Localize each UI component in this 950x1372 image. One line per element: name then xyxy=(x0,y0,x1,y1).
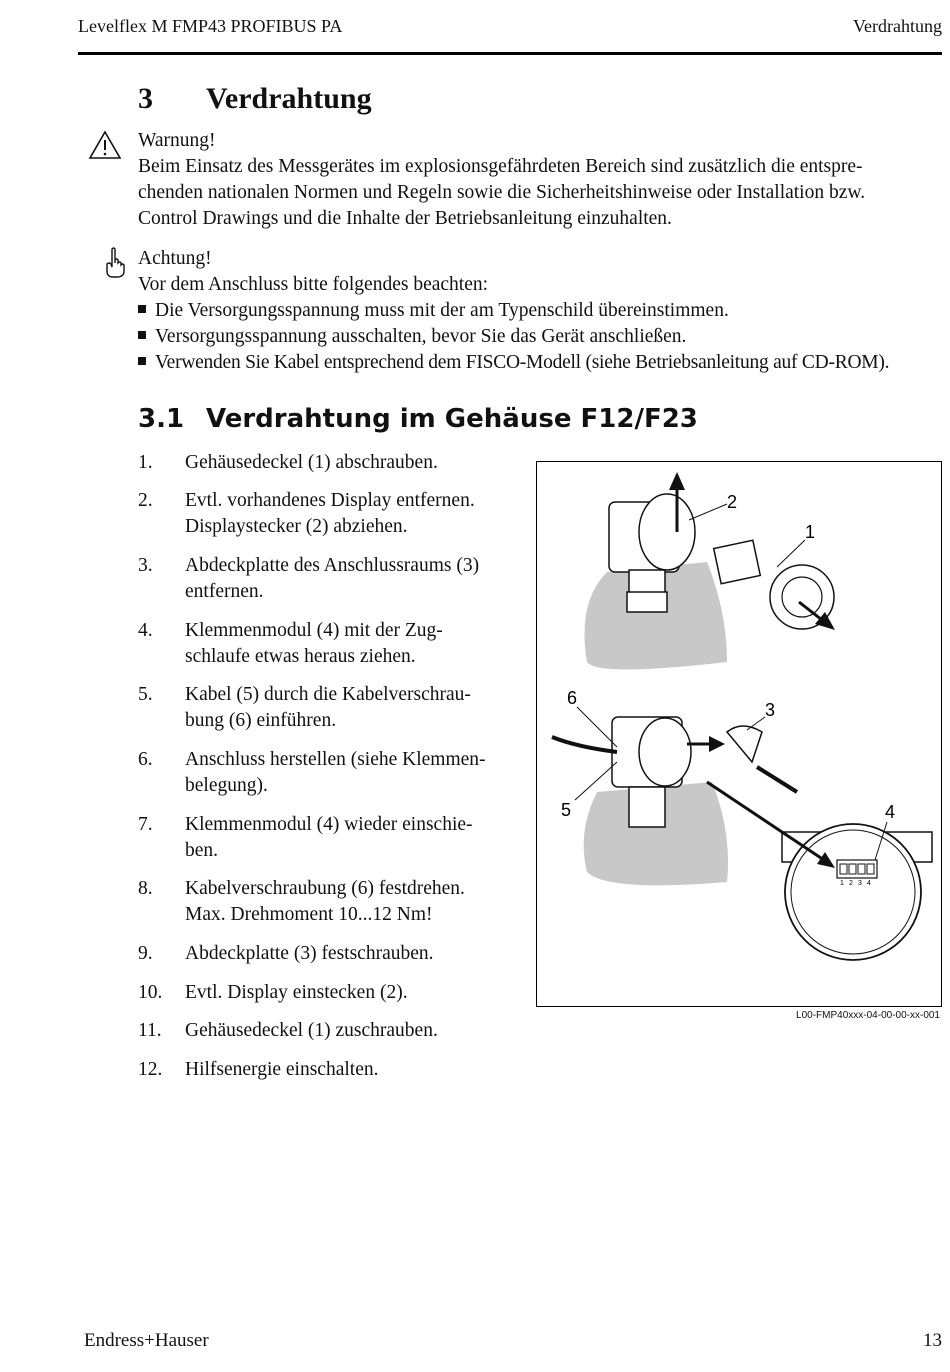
display-module xyxy=(714,540,761,584)
step-text: Kabel (5) durch die Kabelverschrau- bung (6) einführen. xyxy=(185,684,471,731)
step-text: Evtl. vorhandenes Display entfernen. Displaystecker (2) abziehen. xyxy=(185,490,475,537)
callout-label: 3 xyxy=(765,700,776,720)
terminal-number: 4 xyxy=(867,880,871,887)
callout-label: 2 xyxy=(727,492,738,512)
terminal-number: 3 xyxy=(858,880,862,887)
cable xyxy=(552,737,617,752)
lift-arrow-icon xyxy=(669,472,685,490)
insert-arrow-icon xyxy=(709,736,725,752)
page-number: 13 xyxy=(923,1330,942,1351)
warning-line-1: Beim Einsatz des Messgerätes im explosionsgefährdeten Bereich sind zusätzlich die entspre- xyxy=(138,156,863,177)
pointing-hand-icon xyxy=(104,247,126,279)
step-number: 10. xyxy=(138,982,163,1003)
section-number: 3.1 xyxy=(138,404,185,434)
step-number: 4. xyxy=(138,620,153,641)
callout-label: 1 xyxy=(805,522,816,542)
callout-label: 6 xyxy=(567,688,578,708)
cover-plate xyxy=(727,726,762,762)
terminal-number: 1 xyxy=(840,880,844,887)
screwdriver xyxy=(757,767,797,792)
step-number: 9. xyxy=(138,943,153,964)
terminal-number: 2 xyxy=(849,880,853,887)
caution-intro: Vor dem Anschluss bitte folgendes beachten: xyxy=(138,274,489,295)
step-text: Hilfsenergie einschalten. xyxy=(185,1059,379,1080)
step-number: 6. xyxy=(138,749,153,770)
step-number: 7. xyxy=(138,814,153,835)
step-text: Abdeckplatte des Anschlussraums (3) entfernen. xyxy=(185,555,480,602)
caution-bullet-2: Versorgungsspannung ausschalten, bevor Sie das Gerät anschließen. xyxy=(138,324,686,350)
step-text: Evtl. Display einstecken (2). xyxy=(185,982,408,1003)
step-number: 8. xyxy=(138,878,153,899)
header-right: Verdrahtung xyxy=(853,16,942,36)
step-number: 2. xyxy=(138,490,153,511)
step-text: Kabelverschraubung (6) festdrehen. Max. Drehmoment 10...12 Nm! xyxy=(185,878,465,925)
caution-bullet-1: Die Versorgungsspannung muss mit der am Typenschild übereinstimmen. xyxy=(138,298,729,324)
step-text: Abdeckplatte (3) festschrauben. xyxy=(185,943,434,964)
figure-caption: L00-FMP40xxx-04-00-00-xx-001 xyxy=(796,1010,940,1021)
step-text: Gehäusedeckel (1) abschrauben. xyxy=(185,452,438,473)
warning-label: Warnung! xyxy=(138,130,216,151)
wiring-figure xyxy=(536,461,942,1007)
section-title: Verdrahtung im Gehäuse F12/F23 xyxy=(206,404,698,434)
header-left: Levelflex M FMP43 PROFIBUS PA xyxy=(78,16,343,36)
step-number: 12. xyxy=(138,1059,163,1080)
step-text: Klemmenmodul (4) mit der Zug- schlaufe etwas heraus ziehen. xyxy=(185,620,443,667)
step-number: 1. xyxy=(138,452,153,473)
bullet-square-icon xyxy=(138,331,146,339)
step-number: 5. xyxy=(138,684,153,705)
step-text: Klemmenmodul (4) wieder einschie- ben. xyxy=(185,814,473,861)
housing-nut xyxy=(627,592,667,612)
footer-left: Endress+Hauser xyxy=(84,1330,209,1351)
step-number: 11. xyxy=(138,1020,162,1041)
terminal-compartment xyxy=(785,824,921,960)
callout-label: 5 xyxy=(561,800,572,820)
chapter-number: 3 xyxy=(138,82,153,115)
bullet-square-icon xyxy=(138,357,146,365)
warning-triangle-icon xyxy=(88,130,122,160)
wiring-illustration xyxy=(537,462,940,1005)
header-rule xyxy=(78,52,942,55)
warning-line-2: chenden nationalen Normen und Regeln sowie die Sicherheitshinweise oder Installation bzw. xyxy=(138,182,866,203)
callout-label: 4 xyxy=(885,802,896,822)
step-number: 3. xyxy=(138,555,153,576)
bullet-square-icon xyxy=(138,305,146,313)
step-text: Gehäusedeckel (1) zuschrauben. xyxy=(185,1020,438,1041)
chapter-title: Verdrahtung xyxy=(206,82,372,115)
housing-cover-ring xyxy=(639,494,695,570)
caution-label: Achtung! xyxy=(138,248,212,269)
warning-line-3: Control Drawings und die Inhalte der Betriebsanleitung einzuhalten. xyxy=(138,208,672,229)
caution-bullet-3: Verwenden Sie Kabel entsprechend dem FISCO-Modell (siehe Betriebsanleitung auf CD-ROM). xyxy=(138,350,889,376)
step-text: Anschluss herstellen (siehe Klemmen- belegung). xyxy=(185,749,486,796)
